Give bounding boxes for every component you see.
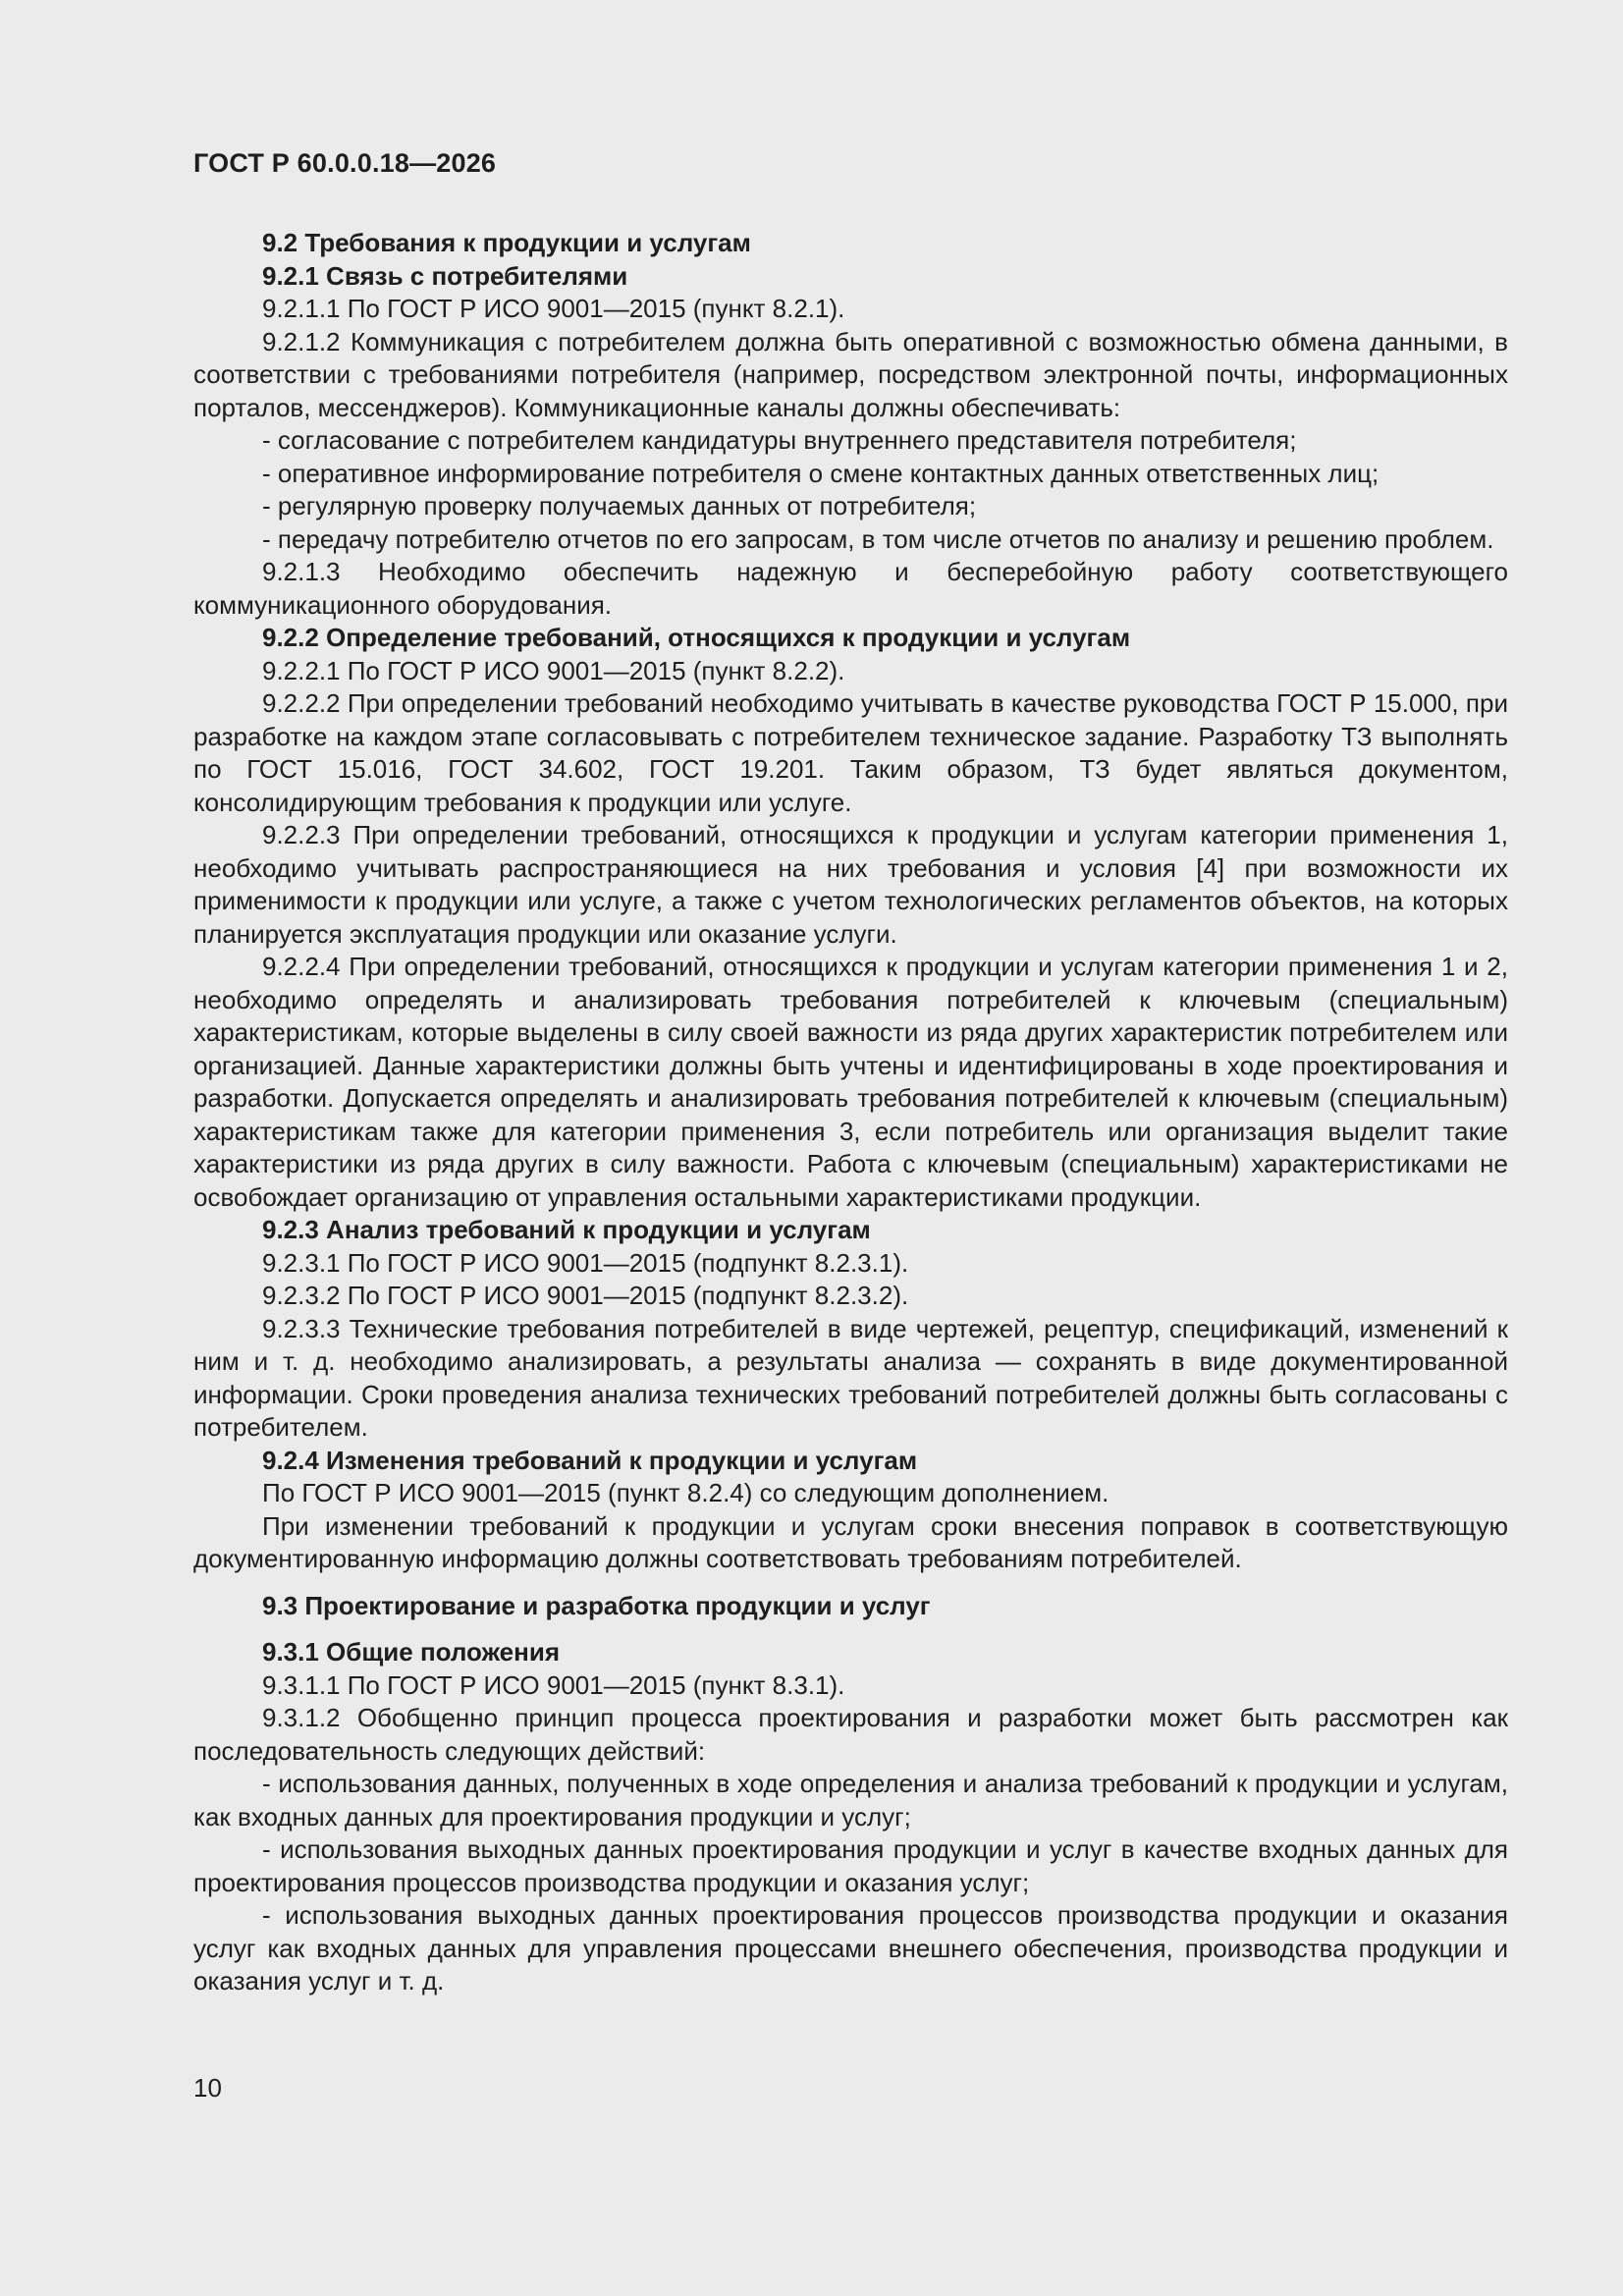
section-heading: 9.3.1 Общие положения xyxy=(262,1637,560,1667)
page-number: 10 xyxy=(193,2073,222,2103)
list-item: - передачу потребителю отчетов по его запросам, в том числе отчетов по анализу и решению проблем. xyxy=(262,523,1494,554)
body-paragraph: 9.3.1.2 Обобщенно принцип процесса проектирования и разработки может быть рассмотрен как последовательность следующих действий: xyxy=(193,1703,1508,1766)
section-heading: 9.2.3 Анализ требований к продукции и услугам xyxy=(262,1215,871,1244)
section-heading: 9.2.2 Определение требований, относящихся к продукции и услугам xyxy=(262,623,1131,652)
list-item: - использования выходных данных проектирования процессов производства продукции и оказания услуг как входных данных для управления процессами внешнего обеспечения, производства продукции и оказания услуг и т. д. xyxy=(193,1900,1508,1995)
list-item: - использования данных, полученных в ходе определения и анализа требований к продукции и услугам, как входных данных для проектирования продукции и услуг; xyxy=(193,1769,1508,1831)
document-header: ГОСТ Р 60.0.0.18—2026 xyxy=(193,148,497,178)
body-paragraph: 9.2.1.2 Коммуникация с потребителем должна быть оперативной с возможностью обмена данными, в соответствии с требованиями потребителя (например, посредством электронной почты, информационных порталов, мессенджеров). Коммуникационные каналы должны обеспечивать: xyxy=(193,326,1508,422)
section-heading: 9.3 Проектирование и разработка продукции и услуг xyxy=(262,1590,931,1620)
body-paragraph: 9.2.2.2 При определении требований необходимо учитывать в качестве руководства ГОСТ Р 15.000, при разработке на каждом этапе согласовывать с потребителем техническое задание. Разработку ТЗ выполнять по ГОСТ 15.016, ГОСТ 34.602, ГОСТ 19.201. Таким образом, ТЗ будет являться документом, консолидирующим требования к продукции или услуге. xyxy=(193,688,1508,817)
body-paragraph: 9.2.2.4 При определении требований, относящихся к продукции и услугам категории применения 1 и 2, необходимо определять и анализировать требования потребителей к ключевым (специальным) характеристикам, которые выделены в силу своей важности из ряда других характеристик потребителем или организацией. Данные характеристики должны быть учтены и идентифицированы в ходе проектирования и разработки. Допускается определять и анализировать требования потребителей к ключевым (специальным) характеристикам также для категории применения 3, если потребитель или организация выделит такие характеристики из ряда других в силу важности. Работа с ключевым (специальным) характеристиками не освобождает организацию от управления остальными характеристиками продукции. xyxy=(193,952,1508,1212)
document-body xyxy=(193,227,1508,1998)
section-heading: 9.2.1 Связь с потребителями xyxy=(262,260,628,291)
list-item: - согласование с потребителем кандидатуры внутреннего представителя потребителя; xyxy=(262,425,1297,455)
body-paragraph: При изменении требований к продукции и услугам сроки внесения поправок в соответствующую документированную информацию должны соответствовать требованиям потребителей. xyxy=(193,1510,1508,1573)
body-paragraph: 9.2.2.1 По ГОСТ Р ИСО 9001—2015 (пункт 8.2.2). xyxy=(262,655,845,685)
body-paragraph: 9.3.1.1 По ГОСТ Р ИСО 9001—2015 (пункт 8.3.1). xyxy=(262,1669,845,1700)
body-paragraph: 9.2.3.2 По ГОСТ Р ИСО 9001—2015 (подпункт 8.2.3.2). xyxy=(262,1281,909,1310)
section-heading: 9.2 Требования к продукции и услугам xyxy=(262,228,751,257)
body-paragraph: 9.2.3.3 Технические требования потребителей в виде чертежей, рецептур, спецификаций, изменений к ним и т. д. необходимо анализировать, а результаты анализа — сохранять в виде документированной информации. Сроки проведения анализа технических требований потребителей должны быть согласованы с потребителем. xyxy=(193,1313,1508,1442)
body-paragraph: 9.2.1.3 Необходимо обеспечить надежную и бесперебойную работу соответствующего коммуникационного оборудования. xyxy=(193,557,1508,620)
body-paragraph: 9.2.3.1 По ГОСТ Р ИСО 9001—2015 (подпункт 8.2.3.1). xyxy=(262,1247,909,1278)
list-item: - регулярную проверку получаемых данных от потребителя; xyxy=(262,491,977,520)
body-paragraph: 9.2.2.3 При определении требований, относящихся к продукции и услугам категории применения 1, необходимо учитывать распространяющиеся на них требования и условия [4] при возможности их применимости к продукции или услуге, а также с учетом технологических регламентов объектов, на которых планируется эксплуатация продукции или оказание услуги. xyxy=(193,820,1508,949)
body-paragraph: По ГОСТ Р ИСО 9001—2015 (пункт 8.2.4) со следующим дополнением. xyxy=(262,1478,1109,1507)
body-paragraph: 9.2.1.1 По ГОСТ Р ИСО 9001—2015 (пункт 8.2.1). xyxy=(262,294,845,323)
list-item: - использования выходных данных проектирования продукции и услуг в качестве входных данных для проектирования процессов производства продукции и оказания услуг; xyxy=(193,1834,1508,1897)
list-item: - оперативное информирование потребителя о смене контактных данных ответственных лиц; xyxy=(262,458,1380,488)
section-heading: 9.2.4 Изменения требований к продукции и услугам xyxy=(262,1445,918,1475)
